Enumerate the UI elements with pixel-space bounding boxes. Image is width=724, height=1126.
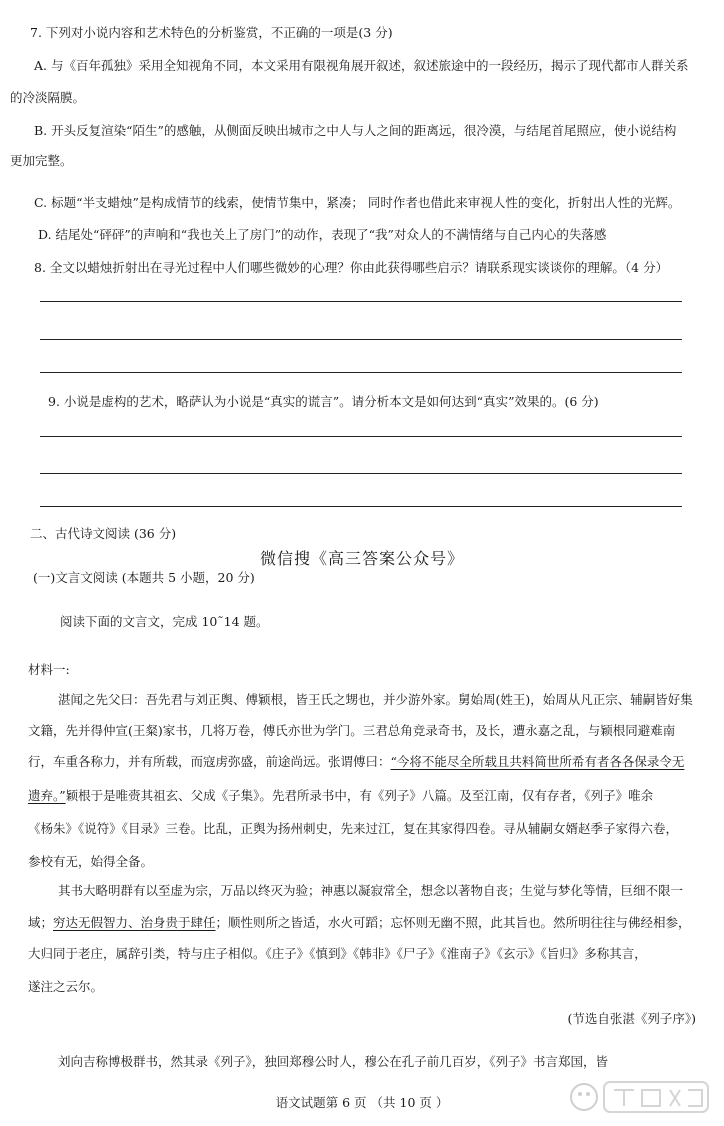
answer-line xyxy=(40,436,682,437)
page-footer: 语文试题第 6 页 （共 10 页 ） xyxy=(275,1095,449,1110)
question-8-stem: 8. 全文以蜡烛折射出在寻光过程中人们哪些微妙的心理？你由此获得哪些启示？请联系现实谈谈你的理解。（4 分） xyxy=(34,260,669,275)
passage-text: ；顺性则所之皆适，水火可蹈；忘怀则无幽不照，此其旨也。然所明往往与佛经相参， xyxy=(215,915,691,930)
answer-line xyxy=(40,372,682,373)
passage-line: 刘向吉称博极群书，然其录《列子》，独回郑穆公时人，穆公在孔子前几百岁，《列子》书言郑国，皆 xyxy=(58,1054,609,1069)
passage-line: 参校有无，始得全备。 xyxy=(28,854,154,869)
answer-line xyxy=(40,339,682,340)
answer-line xyxy=(40,301,682,302)
question-7-option-b-line-1: B. 开头反复渲染“陌生”的感触，从侧面反映出城市之中人与人之间的距离远，很冷漠，与结尾首尾照应，使小说结构 xyxy=(34,123,677,138)
source-citation: (节选自张湛《列子序》) xyxy=(567,1011,696,1026)
passage-line xyxy=(28,790,653,803)
passage-line: 大归同于老庄，属辞引类，特与庄子相似。《庄子》《慎到》《韩非》《尸子》《淮南子》《玄示》《旨归》多称其言， xyxy=(28,946,647,961)
passage-line: 遂注之云尔。 xyxy=(28,979,104,994)
underlined-phrase: 穷达无假智力、治身贵于肆任 xyxy=(53,915,216,930)
passage-line: 《杨朱》《说符》《目录》三卷。比乱，正舆为扬州刺史，先来过江，复在其家得四卷。寻从辅嗣女婿赵季子家得六卷， xyxy=(28,821,679,836)
question-7-stem: 7. 下列对小说内容和艺术特色的分析鉴赏，不正确的一项是(3 分) xyxy=(30,25,393,40)
question-7-option-d: D. 结尾处“砰砰”的声响和“我也关上了房门”的动作，表现了“我”对众人的不满情绪与自己内心的失落感 xyxy=(38,227,607,242)
reading-instruction: 阅读下面的文言文，完成 10˜14 题。 xyxy=(60,614,269,629)
question-7-option-a-line-1: A. 与《百年孤独》采用全知视角不同，本文采用有限视角展开叙述，叙述旅途中的一段经历，揭示了现代都市人群关系 xyxy=(34,58,689,73)
question-7-option-c: C. 标题“半支蜡烛”是构成情节的线索，使情节集中，紧凑； 同时作者也借此来审视人性的变化，折射出人性的光辉。 xyxy=(34,195,681,210)
answer-line xyxy=(40,506,682,507)
section-heading: 二、古代诗文阅读 (36 分) xyxy=(30,526,177,541)
question-7-option-b-line-2: 更加完整。 xyxy=(10,153,73,168)
wechat-promo-title: 微信搜《高三答案公众号》 xyxy=(259,549,464,568)
passage-line xyxy=(28,756,684,769)
question-7-option-a-line-2: 的冷淡隔膜。 xyxy=(10,90,86,105)
question-9-stem: 9. 小说是虚构的艺术，略萨认为小说是“真实的谎言”。请分析本文是如何达到“真实”效果的。(6 分) xyxy=(48,394,599,409)
underlined-quote-end: 遗弃。” xyxy=(28,788,66,803)
passage-line: 文籍，先并得仲宣(王粲)家书，几将万卷，傅氏亦世为学门。三君总角竞录奇书，及长，遭永嘉之乱，与颖根同避难南 xyxy=(28,723,676,738)
passage-text: 域； xyxy=(28,915,54,930)
passage-text: 颖根于是唯赍其祖玄、父成《子集》。先君所录书中，有《列子》八篇。及至江南，仅有存者，《列子》唯余 xyxy=(65,788,654,803)
answer-line xyxy=(40,473,682,474)
passage-line xyxy=(28,917,691,930)
subsection-heading: (一)文言文阅读 (本题共 5 小题，20 分) xyxy=(33,570,255,585)
passage-line: 湛闻之先父曰：吾先君与刘正舆、傅颖根，皆王氏之甥也，并少游外家。舅始周(姓王)，始周从凡正宗、辅嗣皆好集 xyxy=(58,692,693,707)
passage-text: 行，车重各称力，并有所载，而寇虏弥盛，前途尚远。张谓傅曰： xyxy=(28,754,391,769)
underlined-quote: “今将不能尽全所载且共料简世所希有者各各保录令无 xyxy=(390,754,685,769)
passage-line: 其书大略明群有以至虚为宗，万品以终灭为验；神惠以凝寂常全，想念以著物自丧；生觉与梦化等情，巨细不限一 xyxy=(58,883,684,898)
material-label: 材料一: xyxy=(28,662,70,677)
